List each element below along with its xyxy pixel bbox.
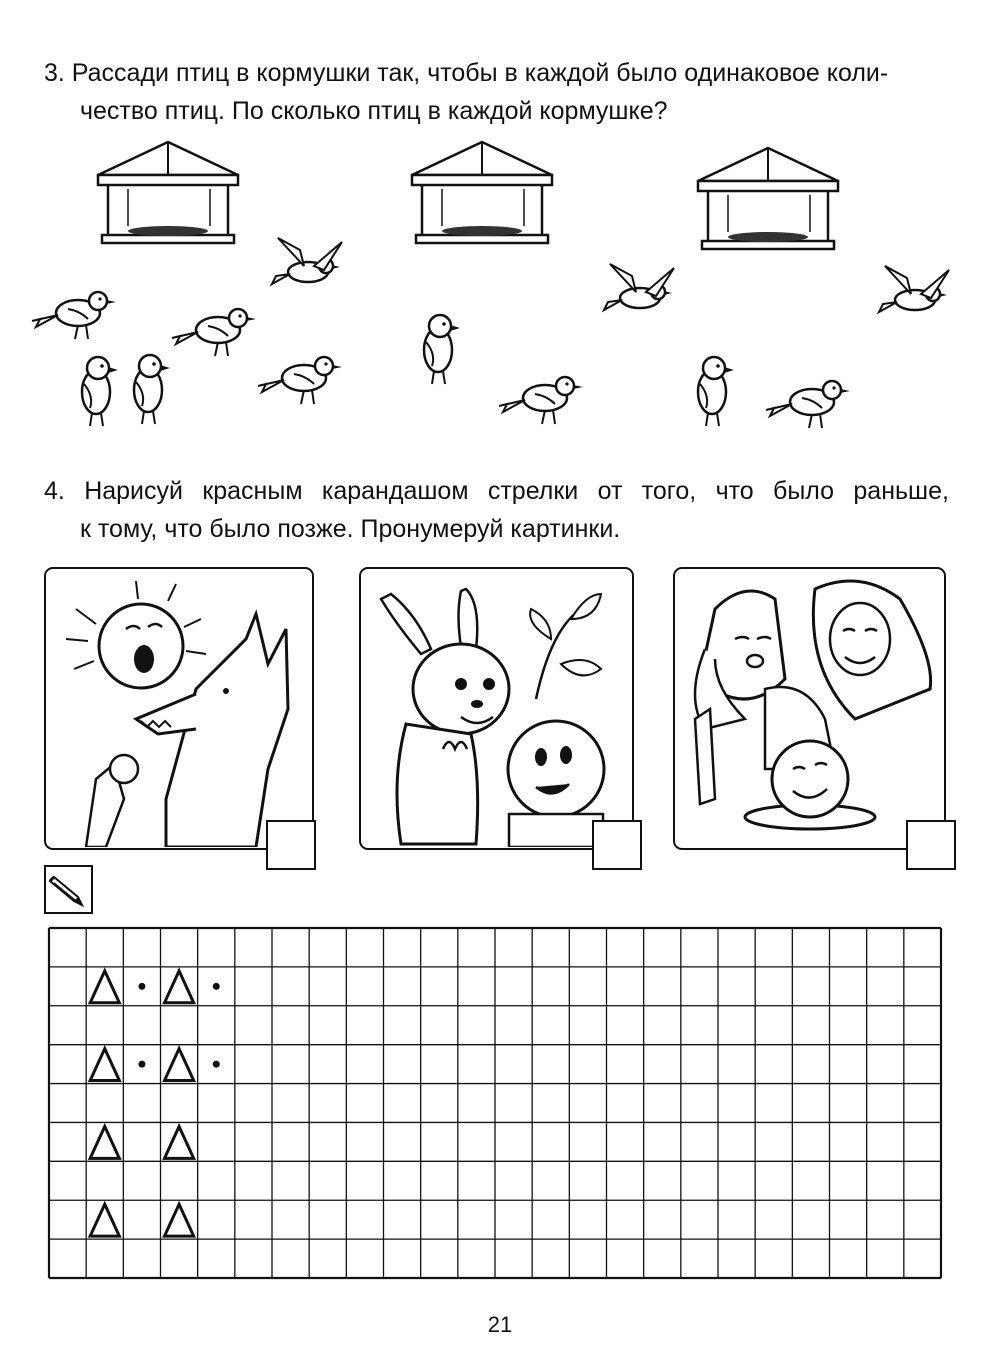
- triangle-figure: [165, 1204, 194, 1236]
- task-4-word: что: [715, 477, 754, 505]
- grid-figures: [90, 971, 220, 1236]
- dot-figure: [138, 983, 145, 990]
- task-4-word: красным: [202, 477, 303, 505]
- task-4-line-2: к тому, что было позже. Пронумеруй картинки.: [80, 515, 621, 543]
- task-4-word: карандашом: [321, 477, 469, 505]
- triangle-figure: [90, 1126, 119, 1158]
- triangle-figure: [90, 1049, 119, 1081]
- dot-figure: [138, 1061, 145, 1068]
- task-4-word: стрелки: [487, 477, 579, 505]
- page-number: 21: [487, 1312, 513, 1337]
- task-4-word: 4.: [44, 477, 65, 505]
- triangle-figure: [90, 1204, 119, 1236]
- task-4-word: того,: [641, 477, 697, 505]
- task-4-word: от: [597, 477, 623, 505]
- triangle-figure: [165, 971, 194, 1003]
- task-4-word: раньше,: [853, 477, 949, 505]
- task-4-word: Нарисуй: [84, 477, 183, 505]
- dot-figure: [213, 983, 220, 990]
- triangle-figure: [90, 971, 119, 1003]
- task-4-word: было: [773, 477, 835, 505]
- dot-figure: [213, 1061, 220, 1068]
- task-3-line-2: чество птиц. По сколько птиц в каждой кормушке?: [80, 97, 668, 125]
- triangle-figure: [165, 1126, 194, 1158]
- triangle-figure: [165, 1049, 194, 1081]
- task-3-line-1: 3. Рассади птиц в кормушки так, чтобы в каждой было одинаковое коли-: [44, 59, 889, 87]
